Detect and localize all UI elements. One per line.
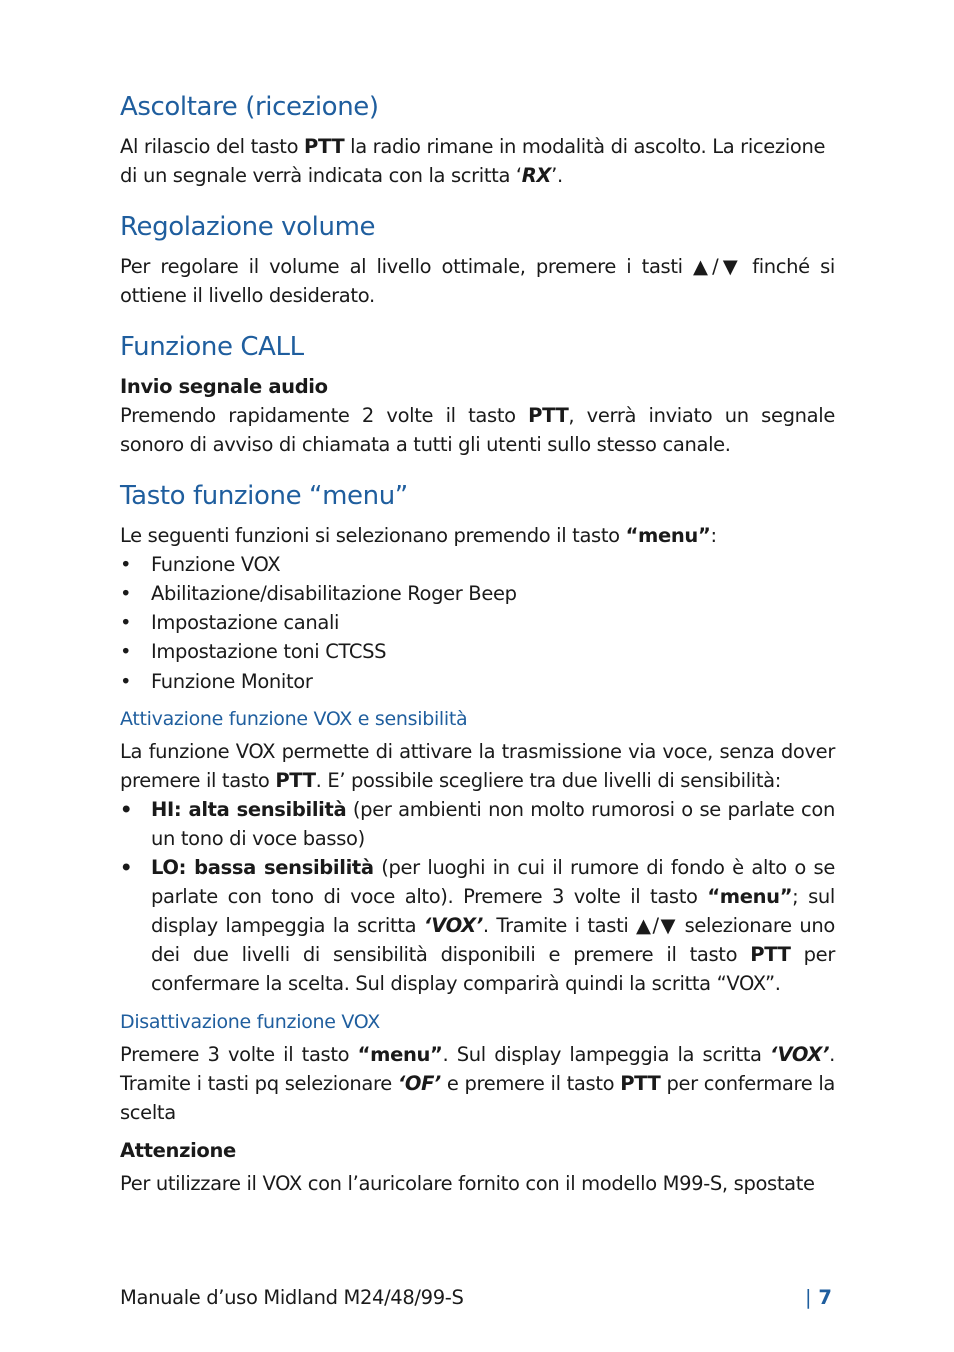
list-item-text [151, 853, 835, 998]
ptt-key: PTT [750, 943, 791, 966]
footer-manual-title: Manuale d’uso Midland M24/48/99-S [120, 1286, 464, 1309]
lo-label: LO: bassa sensibilità [151, 856, 374, 879]
ptt-key: PTT [620, 1072, 661, 1095]
hi-label: HI: alta sensibilità [151, 798, 347, 821]
attention-title: Attenzione [120, 1139, 236, 1162]
subsection-title-vox-off: Disattivazione funzione VOX [120, 1011, 380, 1033]
bullet: • [120, 856, 133, 879]
vox-off-text-b: . Sul display lampeggia la scritta [442, 1043, 771, 1066]
bullet: • [120, 670, 132, 693]
list-item-text: Funzione VOX [151, 553, 281, 576]
lo-text-c: . Tramite i tasti ▲/▼ selezionare uno dei due livelli di sensibilità disponibili e premere il tasto [151, 914, 835, 966]
ptt-key: PTT [528, 404, 569, 427]
attention-paragraph: Per utilizzare il VOX con l’auricolare fornito con il modello M99-S, spostate [120, 1172, 815, 1195]
ptt-key: PTT [304, 135, 345, 158]
bullet: • [120, 553, 132, 576]
call-text-b: , verrà inviato un segnale sonoro di avviso di chiamata a tutti gli utenti sullo stesso canale. [120, 404, 835, 456]
bullet: • [120, 640, 132, 663]
bullet: • [120, 798, 133, 821]
vox-label: ‘VOX’ [770, 1043, 830, 1066]
menu-key: “menu” [625, 524, 711, 547]
vox-off-text-d: e premere il tasto [440, 1072, 621, 1095]
list-item-text [151, 795, 835, 853]
menu-intro-b: : [710, 524, 717, 547]
of-label: ‘OF’ [397, 1072, 441, 1095]
vox-off-paragraph [120, 1040, 835, 1127]
vox-off-text-c: . Tramite i tasti pq selezionare [120, 1043, 835, 1095]
menu-intro [120, 521, 835, 550]
call-paragraph [120, 401, 835, 459]
bullet: • [120, 611, 132, 634]
menu-intro-a: Le seguenti funzioni si selezionano premendo il tasto [120, 524, 626, 547]
vox-on-paragraph [120, 737, 835, 795]
footer-page-number [780, 1284, 832, 1312]
section-title-menu: Tasto funzione “menu” [120, 481, 408, 511]
list-item-text: Abilitazione/disabilitazione Roger Beep [151, 582, 517, 605]
vox-label: ‘VOX’ [423, 914, 483, 937]
call-text-a: Premendo rapidamente 2 volte il tasto [120, 404, 529, 427]
ptt-key: PTT [275, 769, 316, 792]
listen-paragraph [120, 132, 835, 190]
section-title-listen: Ascoltare (ricezione) [120, 92, 379, 122]
vox-on-text-a: La funzione VOX permette di attivare la trasmissione via voce, senza dover premere il tasto [120, 740, 835, 792]
menu-key: “menu” [357, 1043, 443, 1066]
list-item-text: Impostazione canali [151, 611, 340, 634]
vox-off-text-e: per confermare la scelta [120, 1072, 835, 1124]
lo-text-d: per confermare la scelta. Sul display comparirà quindi la scritta “VOX”. [151, 943, 835, 995]
list-item-text: Impostazione toni CTCSS [151, 640, 387, 663]
lo-text-b: ; sul display lampeggia la scritta [151, 885, 835, 937]
listen-text-c: ’. [551, 164, 563, 187]
page-number: 7 [818, 1286, 832, 1309]
volume-paragraph: Per regolare il volume al livello ottimale, premere i tasti ▲/▼ finché si ottiene il livello desiderato. [120, 255, 835, 307]
section-title-call: Funzione CALL [120, 332, 304, 362]
call-subtitle: Invio segnale audio [120, 375, 328, 398]
vox-off-text-a: Premere 3 volte il tasto [120, 1043, 358, 1066]
lo-text-a: (per luoghi in cui il rumore di fondo è alto o se parlate con tono di voce alto). Premere 3 volte il tasto [151, 856, 835, 908]
list-item-text: Funzione Monitor [151, 670, 313, 693]
rx-label: RX [521, 164, 552, 187]
vox-on-text-b: . E’ possibile scegliere tra due livelli di sensibilità: [315, 769, 781, 792]
bullet: • [120, 582, 132, 605]
listen-text-b: la radio rimane in modalità di ascolto. La ricezione di un segnale verrà indicata con la scritta ‘ [120, 135, 826, 187]
section-title-volume: Regolazione volume [120, 212, 376, 242]
subsection-title-vox-on: Attivazione funzione VOX e sensibilità [120, 708, 468, 730]
footer-separator: | [805, 1286, 812, 1309]
menu-key: “menu” [707, 885, 793, 908]
hi-text: (per ambienti non molto rumorosi o se parlate con un tono di voce basso) [151, 798, 835, 850]
listen-text-a: Al rilascio del tasto [120, 135, 305, 158]
